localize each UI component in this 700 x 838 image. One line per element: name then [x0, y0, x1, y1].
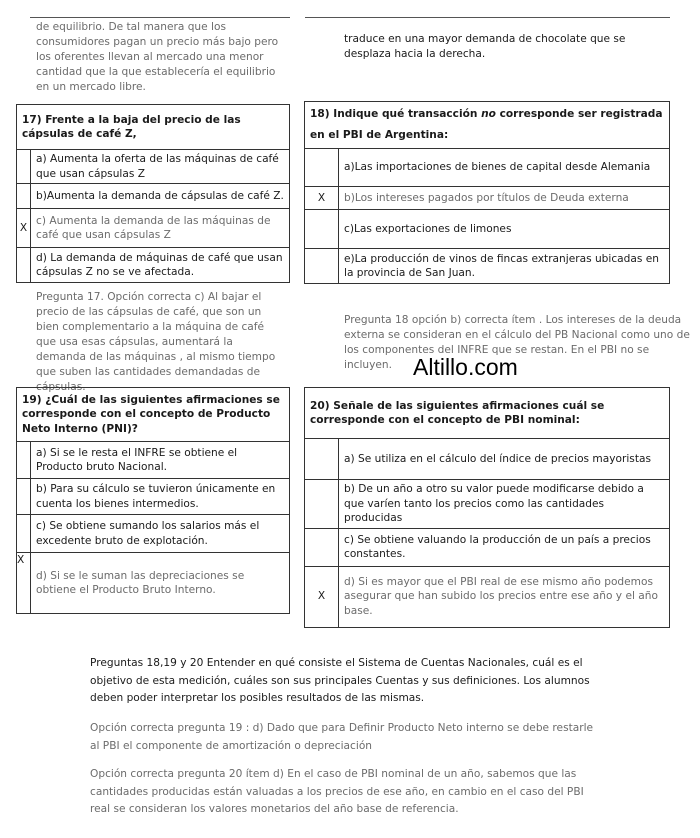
q18-option-b: b)Los intereses pagados por títulos de Deuda externa [339, 187, 670, 210]
q17-option-b: b)Aumenta la demanda de cápsulas de café Z. [31, 184, 290, 209]
footer-paragraph-3: Opción correcta pregunta 20 ítem d) En el caso de PBI nominal de un año, sabemos que las cantidades producidas están valuadas a los precios de ese año, en cambio en el caso del PBI real se consideran los valores monetarios del año base de referencia. [90, 768, 584, 815]
q18-option-c: c)Las exportaciones de limones [339, 210, 670, 249]
q20-option-c: c) Se obtiene valuando la producción de un país a precios constantes. [339, 528, 670, 566]
top-rule-left [30, 17, 290, 18]
q19-option-c: c) Se obtiene sumando los salarios más el excedente bruto de explotación. [31, 515, 290, 553]
q20-mark-b [305, 480, 339, 529]
footer-paragraph-1: Preguntas 18,19 y 20 Entender en qué consiste el Sistema de Cuentas Nacionales, cuál es el objetivo de esta medición, cuáles son sus principales Cuentas y sus definiciones. Los alumnos deben poder interpretar los posibles resultados de las mismas. [90, 657, 590, 704]
question-18-title [305, 102, 670, 149]
question-19-table [16, 387, 290, 614]
q19-option-a: a) Si se le resta el INFRE se obtiene el Producto bruto Nacional. [31, 442, 290, 479]
q19-mark-c [17, 515, 31, 553]
q18-title-suffix: corresponde ser registrada en el PBI de Argentina: [310, 108, 663, 141]
q17-option-c: c) Aumenta la demanda de las máquinas de café que usan cápsulas Z [31, 209, 290, 248]
q18-mark-e [305, 249, 339, 284]
q20-option-d: d) Si es mayor que el PBI real de ese mismo año podemos asegurar que han subido los precios entre ese año y el año base. [339, 566, 670, 627]
question-17-explanation: Pregunta 17. Opción correcta c) Al bajar el precio de las cápsulas de café, que son un bien complementario a la máquina de café que usa esas cápsulas, aumentará la demanda de las máquinas , al mismo tiempo que suben las cantidades demandadas de cápsulas. [36, 291, 276, 393]
question-17-title: 17) Frente a la baja del precio de las cápsulas de café Z, [17, 105, 290, 150]
q19-option-d: d) Si se le suman las depreciaciones se obtiene el Producto Bruto Interno. [31, 553, 290, 614]
question-18-explanation: Pregunta 18 opción b) correcta ítem . Los intereses de la deuda externa se consideran en el cálculo del PB Nacional como uno de los componentes del INFRE que se restan. En el PBI no se incluyen. [344, 314, 690, 371]
q17-mark-c: X [17, 209, 31, 248]
question-18-table [304, 101, 670, 284]
top-left-text: de equilibrio. De tal manera que los consumidores pagan un precio más bajo pero los oferentes llevan al mercado una menor cantidad que la que establecería el equilibrio en un mercado libre. [36, 21, 279, 93]
top-right-text: traduce en una mayor demanda de chocolate que se desplaza hacia la derecha. [344, 33, 626, 60]
q18-mark-a [305, 149, 339, 187]
q17-mark-b [17, 184, 31, 209]
q17-option-d: d) La demanda de máquinas de café que usan cápsulas Z no se ve afectada. [31, 248, 290, 283]
question-20-table [304, 387, 670, 628]
top-rule-right [305, 17, 670, 18]
question-20-title: 20) Señale de las siguientes afirmaciones cuál se corresponde con el concepto de PBI nominal: [305, 388, 670, 439]
q20-mark-a [305, 439, 339, 480]
q18-mark-c [305, 210, 339, 249]
q19-mark-b [17, 479, 31, 515]
q17-option-a: a) Aumenta la oferta de las máquinas de café que usan cápsulas Z [31, 150, 290, 184]
question-17-table [16, 104, 290, 283]
q17-mark-a [17, 150, 31, 184]
q18-option-a: a)Las importaciones de bienes de capital desde Alemania [339, 149, 670, 187]
q20-option-b: b) De un año a otro su valor puede modificarse debido a que varíen tanto los precios como las cantidades producidas [339, 480, 670, 529]
q18-option-e: e)La producción de vinos de fincas extranjeras ubicadas en la provincia de San Juan. [339, 249, 670, 284]
q20-option-a: a) Se utiliza en el cálculo del índice de precios mayoristas [339, 439, 670, 480]
q18-title-em: no [481, 108, 496, 120]
q19-mark-a [17, 442, 31, 479]
altillo-brand: Altillo.com [413, 354, 518, 380]
q17-mark-d [17, 248, 31, 283]
q18-title-prefix: 18) Indique qué transacción [310, 108, 482, 120]
q20-mark-d: X [305, 566, 339, 627]
q20-mark-c [305, 528, 339, 566]
question-19-title: 19) ¿Cuál de las siguientes afirmaciones se corresponde con el concepto de Producto Neto Interno (PNI)? [17, 388, 290, 442]
q19-option-b: b) Para su cálculo se tuvieron únicamente en cuenta los bienes intermedios. [31, 479, 290, 515]
q19-mark-d: X [17, 553, 31, 614]
footer-paragraph-2: Opción correcta pregunta 19 : d) Dado que para Definir Producto Neto interno se debe restarle al PBI el componente de amortización o depreciación [90, 722, 594, 752]
q18-mark-b: X [305, 187, 339, 210]
